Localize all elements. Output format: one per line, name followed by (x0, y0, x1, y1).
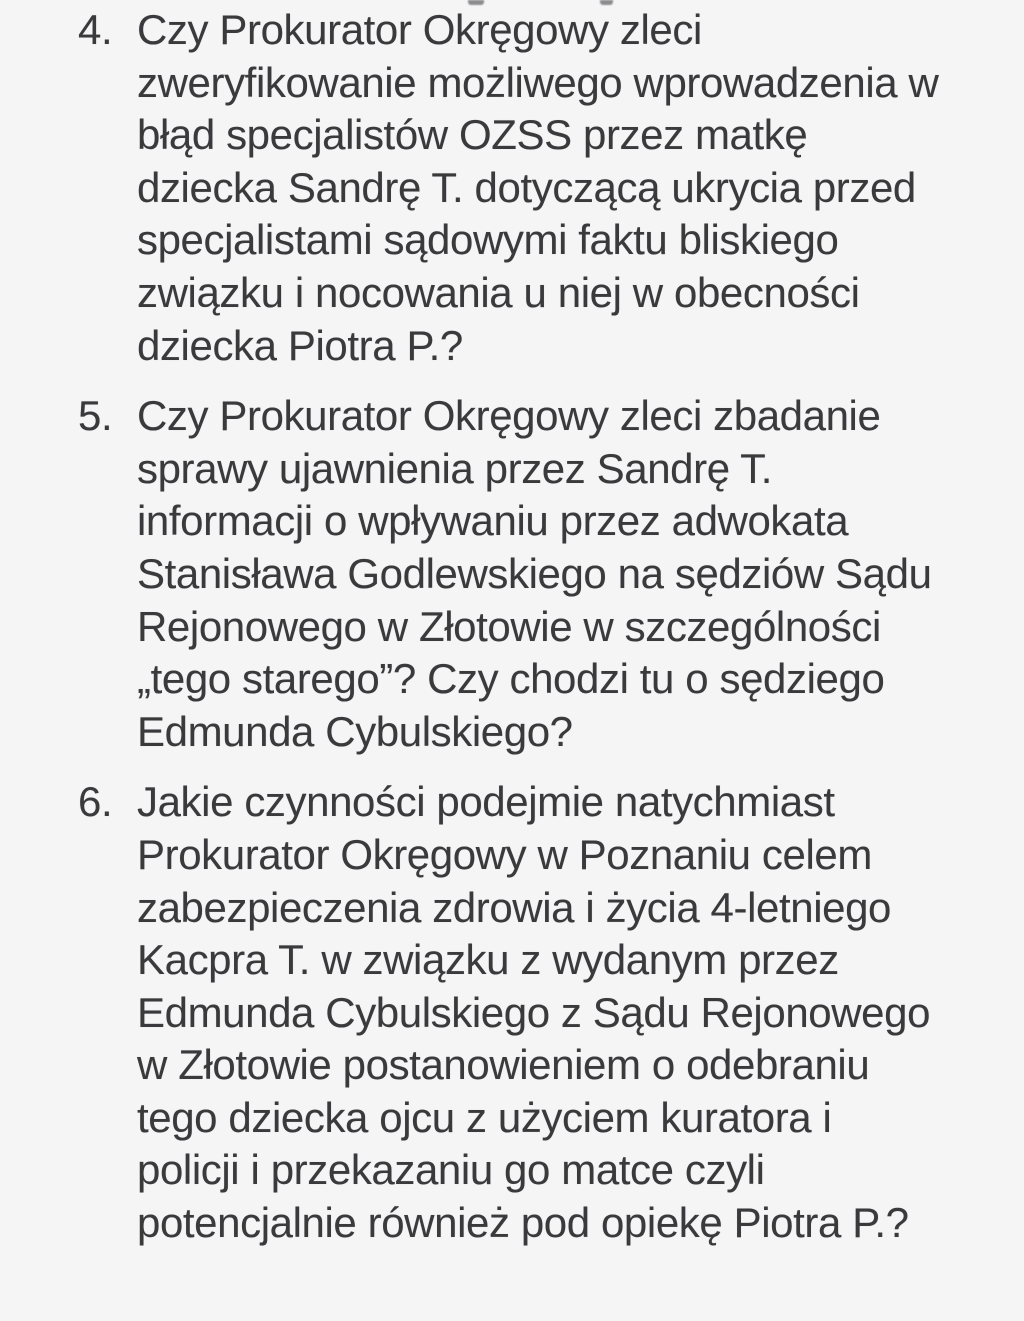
text-body (0, 4, 1024, 1250)
list-item-4 (0, 4, 1024, 372)
text-line: potencjalnie również pod opiekę Piotra P.? (137, 1199, 909, 1247)
text-line: Rejonowego w Złotowie w szczególności (137, 602, 881, 650)
text-line: dziecka Piotra P.? (137, 321, 463, 369)
text-line: Edmunda Cybulskiego? (137, 707, 573, 755)
text-line: zabezpieczenia zdrowia i życia 4-letniego (137, 883, 892, 931)
text-line: Stanisława Godlewskiego na sędziów Sądu (137, 549, 932, 597)
text-line: Jakie czynności podejmie natychmiast (137, 778, 835, 826)
text-line: Edmunda Cybulskiego z Sądu Rejonowego (137, 988, 931, 1036)
text-line: Czy Prokurator Okręgowy zleci (137, 6, 702, 53)
text-line: policji i przekazaniu go matce czyli (137, 1146, 765, 1194)
list-item-6 (0, 776, 1024, 1249)
text-line: sprawy ujawnienia przez Sandrę T. (137, 444, 773, 492)
item-6-lines (137, 776, 1024, 1249)
text-line: „tego starego”? Czy chodzi tu o sędziego (137, 655, 885, 703)
text-line: Czy Prokurator Okręgowy zleci zbadanie (137, 392, 881, 440)
text-line: tego dziecka ojcu z użyciem kuratora i (137, 1093, 832, 1141)
text-line: Prokurator Okręgowy w Poznaniu celem (137, 830, 872, 878)
text-line: informacji o wpływaniu przez adwokata (137, 497, 849, 545)
text-line: związku i nocowania u niej w obecności (137, 268, 860, 316)
list-item-5 (0, 390, 1024, 758)
item-5-lines (137, 390, 1024, 758)
item-4-lines (137, 4, 1024, 372)
list-number: 6. (78, 778, 113, 826)
text-line: zweryfikowanie możliwego wprowadzenia w (137, 58, 939, 106)
text-line: specjalistami sądowymi faktu bliskiego (137, 216, 839, 264)
list-number: 4. (78, 6, 113, 53)
text-line: błąd specjalistów OZSS przez matkę (137, 111, 808, 159)
list-number: 5. (78, 392, 113, 440)
text-line: dziecka Sandrę T. dotyczącą ukrycia przed (137, 163, 916, 211)
text-line: w Złotowie postanowieniem o odebraniu (137, 1041, 870, 1089)
text-line: Kacpra T. w związku z wydanym przez (137, 936, 839, 984)
